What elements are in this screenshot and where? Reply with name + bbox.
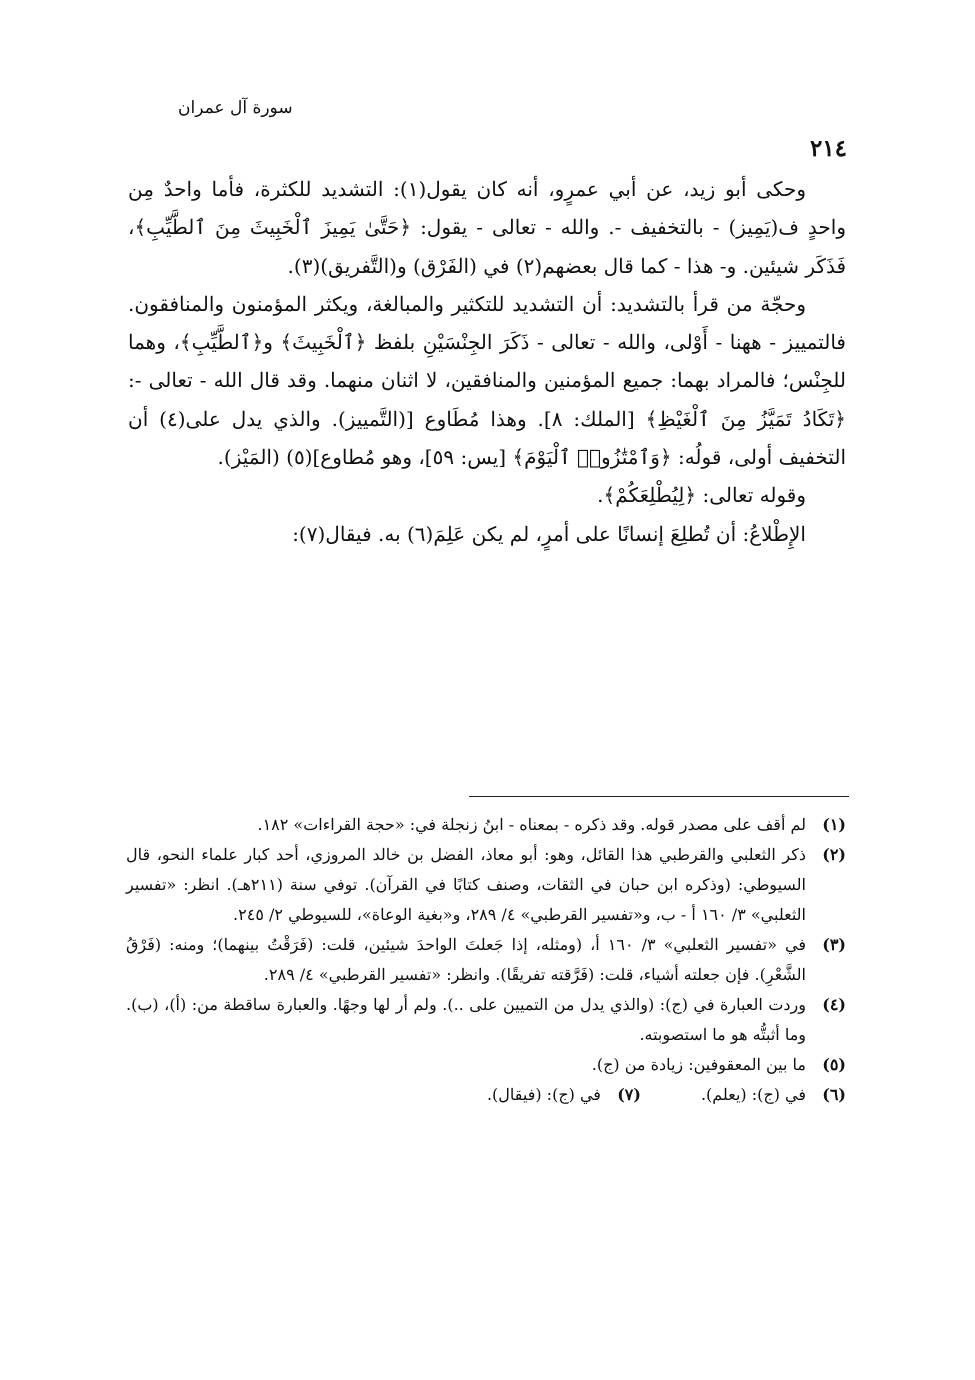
footnote-number: (٥) <box>822 1055 846 1074</box>
footnote-number: (٣) <box>822 935 846 954</box>
footnote-text: في (ج): (فيقال). <box>486 1085 601 1104</box>
page-number: ٢١٤ <box>809 135 847 162</box>
footnote-last-row <box>126 1080 846 1110</box>
main-text <box>128 170 846 553</box>
body-paragraph: وقوله تعالى: ﴿لِيُطْلِعَكُمْ﴾. <box>597 483 806 508</box>
footnote-number: (٧) <box>617 1085 641 1104</box>
footnote-number: (٦) <box>822 1085 846 1104</box>
body-paragraph: الإِطْلاعُ: أن تُطلِعَ إنسانًا على أمرٍ، لم يكن عَلِمَ(٦) به. فيقال(٧): <box>292 521 806 546</box>
footnote-item <box>701 1080 846 1110</box>
footnote-item <box>126 840 846 930</box>
body-paragraph: وحكى أبو زيد، عن أبي عمرٍو، أنه كان يقول(١): التشديد للكثرة، فأما واحدٌ مِن واحدٍ ف(يَمِيز) - بالتخفيف -. والله - تعالى - يقول: ﴿حَتَّىٰ يَمِيزَ ٱلْخَبِيثَ مِنَ ٱلطَّيِّبِ﴾، فَذَكَر شيئين. و- هذا - كما قال بعضهم(٢) في (الفَرْق) و(التَّفريق)(٣). <box>128 177 846 278</box>
footnote-item <box>126 810 846 840</box>
footnote-text: لم أقف على مصدر قوله. وقد ذكره - بمعناه - ابنُ زنجلة في: «حجة القراءات» ١٨٢. <box>257 815 806 834</box>
footnotes <box>126 810 846 1110</box>
footnote-item <box>126 1050 846 1080</box>
footnote-item <box>487 1080 641 1110</box>
footnote-number: (١) <box>822 815 846 834</box>
footnote-item <box>126 930 846 990</box>
running-header-surah-title: سورة آل عمران <box>178 98 293 118</box>
body-paragraph: وحجّة من قرأ بالتشديد: أن التشديد للتكثير والمبالغة، ويكثر المؤمنون والمنافقون. فالتمييز - ههنا - أَوْلى، والله - تعالى - ذَكَرَ الجِنْسَيْنِ بلفظ ﴿ٱلْخَبِيثَ﴾ و﴿ٱلطَّيِّبِ﴾، وهما للجِنْس؛ فالمراد بهما: جميع المؤمنين والمنافقين، لا اثنان منهما. وقد قال الله - تعالى -: ﴿تَكَادُ تَمَيَّزُ مِنَ ٱلْغَيْظِ﴾ [الملك: ٨]. وهذا مُطَاوع [(التَّمييز). والذي يدل على(٤) أن التخفيف أولى، قولُه: ﴿وَٱمْتَٰزُوا۟ ٱلْيَوْمَ﴾ [يس: ٥٩]، وهو مُطاوع](٥) (المَيْز). <box>128 291 847 470</box>
footnote-text: ما بين المعقوفين: زيادة من (ج). <box>591 1055 806 1074</box>
footnote-number: (٤) <box>822 995 846 1014</box>
footnote-separator <box>469 796 849 797</box>
footnote-text: في (ج): (يعلم). <box>700 1085 806 1104</box>
footnote-text: في «تفسير الثعلبي» ٣/ ١٦٠ أ، (ومثله، إذا جَعلتَ الواحدَ شيئين، قلت: (فَرَقْتُ بينهما)؛ ومنه: (فَرْقُ الشَّعْرِ). فإن جعلته أشياء، قلت: (فَرَّقته تفريقًا). وانظر: «تفسير القرطبي» ٤/ ٢٨٩. <box>126 935 807 984</box>
footnote-item <box>126 990 846 1050</box>
footnote-text: ذكر الثعلبي والقرطبي هذا القائل، وهو: أبو معاذ، الفضل بن خالد المروزي، أحد كبار علماء النحو، قال السيوطي: (وذكره ابن حبان في الثقات، وصنف كتابًا في القرآن). توفي سنة (٢١١هـ). انظر: «تفسير الثعلبي» ٣/ ١٦٠ أ - ب، و«تفسير القرطبي» ٤/ ٢٨٩، و«بغية الوعاة»، للسيوطي ٢/ ٢٤٥. <box>126 845 806 924</box>
footnote-number: (٢) <box>822 845 846 864</box>
footnote-text: وردت العبارة في (ج): (والذي يدل من التميين على ..). ولم أر لها وجهًا. والعبارة ساقطة من: (أ)، (ب). وما أثبتُّه هو ما استصوبته. <box>126 995 806 1044</box>
